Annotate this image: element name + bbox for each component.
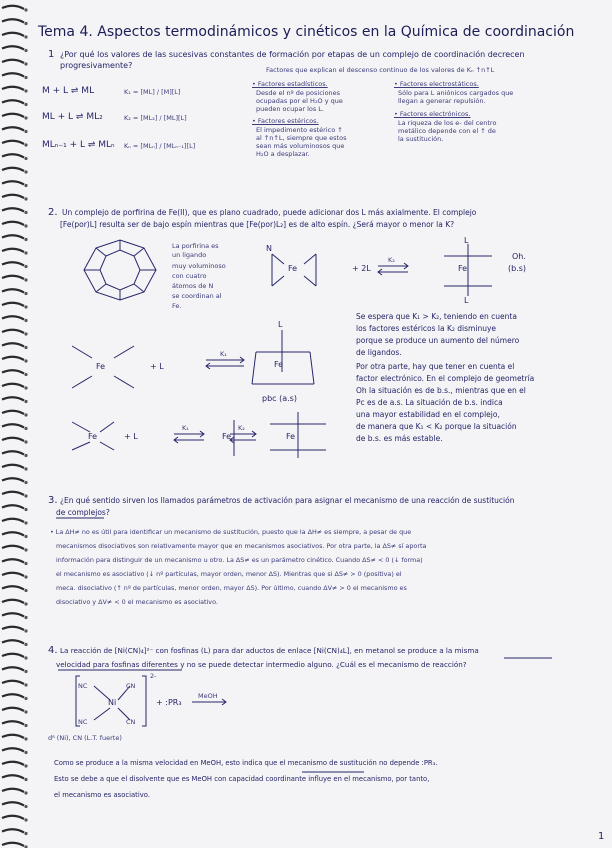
binding-ring xyxy=(2,640,24,643)
binding-hole xyxy=(24,35,27,38)
binding-ring xyxy=(2,802,24,805)
q2-number: 2. xyxy=(48,207,58,218)
q2-fe-label-4: Fe xyxy=(274,360,284,369)
binding-hole xyxy=(24,454,27,457)
binding-ring xyxy=(2,370,24,373)
binding-hole xyxy=(24,386,27,389)
binding-ring xyxy=(2,667,24,670)
q1-electrostatic-desc-2: llegan a generar repulsión. xyxy=(398,97,486,105)
q1-statistical-desc-3: pueden ocupar los L. xyxy=(256,105,324,113)
binding-ring xyxy=(2,532,24,535)
binding-ring xyxy=(2,249,24,252)
binding-ring xyxy=(2,384,24,387)
binding-ring xyxy=(2,357,24,360)
binding-ring xyxy=(2,303,24,306)
binding-hole xyxy=(24,791,27,794)
binding-hole xyxy=(24,616,27,619)
q2-plus-l-1: + L xyxy=(150,362,164,371)
q3-answer-line-1: • La ΔH≠ no es útil para identificar un mecanismo de sustitución, puesto que la ΔH≠ es siempre, a pesar de que xyxy=(50,528,412,536)
q2-porphyrin-note-4: con cuatro xyxy=(172,272,207,280)
binding-ring xyxy=(2,397,24,400)
binding-hole xyxy=(24,521,27,524)
q4-question-line2: velocidad para fosfinas diferentes y no se puede detectar intermedio alguno. ¿Cuál es el mecanismo de reacción? xyxy=(56,660,467,669)
binding-ring xyxy=(2,33,24,36)
binding-ring xyxy=(2,465,24,468)
q1-statistical-desc-2: ocupadas por el H₂O y que xyxy=(256,97,343,105)
binding-hole xyxy=(24,656,27,659)
q2-answer-line-11: de b.s. es más estable. xyxy=(356,434,443,443)
q2-answer-line-3: porque se produce un aumento del número xyxy=(356,336,520,345)
binding-ring xyxy=(2,492,24,495)
binding-ring xyxy=(2,424,24,427)
q2-answer-line-9: una mayor estabilidad en el complejo, xyxy=(356,410,500,419)
q4-d8-note: d⁸ (Ni), CN (L.T. fuerte) xyxy=(48,734,122,742)
binding-ring xyxy=(2,775,24,778)
binding-hole xyxy=(24,467,27,470)
binding-ring xyxy=(2,181,24,184)
binding-hole xyxy=(24,224,27,227)
binding-ring xyxy=(2,222,24,225)
binding-ring xyxy=(2,694,24,697)
binding-hole xyxy=(24,373,27,376)
binding-hole xyxy=(24,818,27,821)
binding-ring xyxy=(2,127,24,130)
q1-factor-electrostatic: • Factores electrostáticos. xyxy=(394,80,479,88)
binding-ring xyxy=(2,654,24,657)
binding-ring xyxy=(2,141,24,144)
q2-bs-label: (b.s) xyxy=(508,264,527,273)
binding-ring xyxy=(2,721,24,724)
binding-hole xyxy=(24,319,27,322)
binding-hole xyxy=(24,22,27,25)
binding-hole xyxy=(24,548,27,551)
binding-hole xyxy=(24,211,27,214)
binding-hole xyxy=(24,737,27,740)
q3-answer-line-4: el mecanismo es asociativo (↓ nº partículas, mayor orden, menor ΔS). Mientras que si ΔS≠ > 0 (positiva) el xyxy=(56,570,402,578)
binding-ring xyxy=(2,60,24,63)
q2-porphyrin-note-3: muy voluminoso xyxy=(172,262,226,270)
q1-k2-expression: K₂ = [ML₂] / [ML][L] xyxy=(124,114,187,122)
binding-hole xyxy=(24,103,27,106)
binding-hole xyxy=(24,413,27,416)
q1-steric-desc-4: H₂O a desplazar. xyxy=(256,150,310,158)
binding-hole xyxy=(24,683,27,686)
q1-number: 1 xyxy=(48,49,55,60)
binding-ring xyxy=(2,519,24,522)
binding-ring xyxy=(2,154,24,157)
q2-k1-arrow-label: K₁ xyxy=(220,350,227,358)
binding-hole xyxy=(24,49,27,52)
binding-hole xyxy=(24,130,27,133)
binding-hole xyxy=(24,602,27,605)
q3-answer-line-2: mecanismos disociativos son relativamente mayor que en mecanismos asociativos. Por otra parte, la ΔS≠ sí aporta xyxy=(56,542,427,550)
binding-ring xyxy=(2,613,24,616)
q2-fe-label-6: Fe xyxy=(222,432,232,441)
binding-hole xyxy=(24,305,27,308)
binding-ring xyxy=(2,546,24,549)
q2-porphyrin-note-5: átomos de N xyxy=(172,282,214,290)
binding-ring xyxy=(2,87,24,90)
q4-cn-label-2: CN xyxy=(126,718,136,726)
q2-pbc-label: pbc (a.s) xyxy=(262,394,297,403)
q3-number: 3. xyxy=(48,495,58,506)
binding-ring xyxy=(2,330,24,333)
q4-nc-label-2: NC xyxy=(78,718,88,726)
q1-factor-electronic: • Factores electrónicos. xyxy=(394,110,471,118)
q4-reagent: + :PR₃ xyxy=(156,698,182,707)
binding-hole xyxy=(24,535,27,538)
q4-answer-line-1: Como se produce a la misma velocidad en MeOH, esto indica que el mecanismo de sustitución no depende :PR₃. xyxy=(54,759,438,767)
binding-hole xyxy=(24,562,27,565)
q2-porphyrin-note-2: un ligando xyxy=(172,251,207,259)
binding-hole xyxy=(24,751,27,754)
q2-porphyrin-note-1: La porfirina es xyxy=(172,242,219,250)
q4-cn-label-1: CN xyxy=(126,682,136,690)
q1-equation-2: ML + L ⇌ ML₂ xyxy=(42,112,103,122)
q4-answer-line-3: el mecanismo es asociativo. xyxy=(54,791,150,799)
binding-ring xyxy=(2,289,24,292)
binding-hole xyxy=(24,778,27,781)
binding-ring xyxy=(2,451,24,454)
binding-hole xyxy=(24,440,27,443)
q2-l-label-bottom: L xyxy=(464,296,469,305)
binding-hole xyxy=(24,805,27,808)
binding-ring xyxy=(2,735,24,738)
binding-ring xyxy=(2,100,24,103)
binding-hole xyxy=(24,76,27,79)
binding-ring xyxy=(2,829,24,832)
q2-k2-arrow-label: K₂ xyxy=(388,256,395,264)
binding-hole xyxy=(24,400,27,403)
q2-plus-l-2: + L xyxy=(124,432,138,441)
q2-porphyrin-note-7: Fe. xyxy=(172,302,182,310)
q4-nc-label-1: NC xyxy=(78,682,88,690)
binding-hole xyxy=(24,116,27,119)
q1-electronic-desc-2: metálico depende con el ↑ de xyxy=(398,127,496,135)
binding-hole xyxy=(24,197,27,200)
q2-answer-line-7: Oh la situación es de b.s., mientras que en el xyxy=(356,386,526,395)
q2-k1-arrow-label-2: K₁ xyxy=(182,424,189,432)
notebook-page xyxy=(34,0,608,848)
q1-factors-intro: Factores que explican el descenso continuo de los valores de Kₙ ↑n↑L xyxy=(266,66,495,74)
q1-k1-expression: K₁ = [ML] / [M][L] xyxy=(124,88,181,96)
binding-ring xyxy=(2,343,24,346)
binding-ring xyxy=(2,276,24,279)
binding-ring xyxy=(2,600,24,603)
binding-ring xyxy=(2,708,24,711)
q3-answer-line-3: información para distinguir de un mecanismo u otro. La ΔS≠ es un parámetro cinético. Cuando ΔS≠ < 0 (↓ forma) xyxy=(56,556,423,564)
binding-ring xyxy=(2,438,24,441)
binding-hole xyxy=(24,832,27,835)
q2-fe-label-2: Fe xyxy=(458,264,468,273)
binding-hole xyxy=(24,8,27,11)
q4-number: 4. xyxy=(48,645,58,656)
q2-answer-line-6: factor electrónico. En el complejo de geometría xyxy=(356,374,535,383)
q2-l-label-top: L xyxy=(464,236,469,245)
q2-answer-line-2: los factores estéricos la K₂ disminuye xyxy=(356,324,496,333)
q1-factor-steric: • Factores estéricos. xyxy=(252,117,319,125)
q2-answer-line-4: de ligandos. xyxy=(356,348,402,357)
q2-l-label-2: L xyxy=(278,320,283,329)
binding-ring xyxy=(2,505,24,508)
q2-fe-label-5: Fe xyxy=(88,432,98,441)
binding-hole xyxy=(24,629,27,632)
q2-plus-2l: + 2L xyxy=(352,264,371,273)
q2-answer-line-8: Pc es de a.s. La situación de b.s. indica xyxy=(356,398,503,407)
binding-hole xyxy=(24,157,27,160)
q4-solvent: MeOH xyxy=(198,692,218,700)
binding-hole xyxy=(24,575,27,578)
spiral-binding xyxy=(0,0,30,848)
binding-ring xyxy=(2,681,24,684)
q1-electrostatic-desc-1: Sólo para L aniónicos cargados que xyxy=(398,89,514,97)
q2-n-label: N xyxy=(266,244,272,253)
binding-hole xyxy=(24,589,27,592)
binding-ring xyxy=(2,73,24,76)
binding-hole xyxy=(24,238,27,241)
binding-ring xyxy=(2,843,24,846)
binding-hole xyxy=(24,292,27,295)
q1-equation-3: MLₙ₋₁ + L ⇌ MLₙ xyxy=(42,140,115,150)
binding-ring xyxy=(2,235,24,238)
binding-hole xyxy=(24,724,27,727)
q2-k2-arrow-label-2: K₂ xyxy=(238,424,245,432)
binding-hole xyxy=(24,143,27,146)
q2-answer-line-10: de manera que K₁ < K₂ porque la situación xyxy=(356,422,517,431)
binding-ring xyxy=(2,46,24,49)
binding-ring xyxy=(2,748,24,751)
binding-ring xyxy=(2,816,24,819)
q2-porphyrin-note-6: se coordinan al xyxy=(172,292,222,300)
q1-question-line2: progresivamente? xyxy=(60,61,133,70)
q2-answer-line-5: Por otra parte, hay que tener en cuenta el xyxy=(356,362,515,371)
q1-electronic-desc-1: La riqueza de los e- del centro xyxy=(398,119,497,127)
binding-hole xyxy=(24,89,27,92)
q2-oh-label: Oh. xyxy=(512,252,526,261)
binding-hole xyxy=(24,346,27,349)
q1-steric-desc-2: al ↑n↑L, siempre que estos xyxy=(256,134,347,142)
page-title: Tema 4. Aspectos termodinámicos y cinéticos en la Química de coordinación xyxy=(38,24,575,40)
binding-ring xyxy=(2,316,24,319)
binding-ring xyxy=(2,573,24,576)
q2-fe-label-3: Fe xyxy=(96,362,106,371)
binding-hole xyxy=(24,481,27,484)
binding-ring xyxy=(2,114,24,117)
binding-ring xyxy=(2,762,24,765)
q3-answer-line-6: disociativo y ΔV≠ < 0 el mecanismo es asociativo. xyxy=(56,598,218,606)
q2-question-line1: Un complejo de porfirina de Fe(II), que es plano cuadrado, puede adicionar dos L más axialmente. El complejo xyxy=(62,208,477,217)
q1-equation-1: M + L ⇌ ML xyxy=(42,86,95,96)
binding-ring xyxy=(2,586,24,589)
binding-hole xyxy=(24,643,27,646)
binding-ring xyxy=(2,19,24,22)
q1-electronic-desc-3: la sustitución. xyxy=(398,135,444,143)
q2-fe-label-1: Fe xyxy=(288,264,298,273)
page-number: 1 xyxy=(598,831,605,842)
q1-steric-desc-1: El impedimento estérico ↑ xyxy=(256,126,343,134)
q1-steric-desc-3: sean más voluminosos que xyxy=(256,142,345,150)
binding-hole xyxy=(24,184,27,187)
q4-question-line1: La reacción de [Ni(CN)₄]²⁻ con fosfinas (L) para dar aductos de enlace [Ni(CN)₄L], en metanol se produce a la misma xyxy=(60,646,479,655)
q2-answer-line-1: Se espera que K₁ > K₂, teniendo en cuenta xyxy=(356,312,517,321)
q1-factor-statistical: • Factores estadísticos. xyxy=(252,80,328,88)
q3-question-line1: ¿En qué sentido sirven los llamados parámetros de activación para asignar el mecanismo de una reacción de sustitución xyxy=(60,496,515,505)
binding-ring xyxy=(2,789,24,792)
q2-fe-label-7: Fe xyxy=(286,432,296,441)
binding-hole xyxy=(24,427,27,430)
binding-ring xyxy=(2,478,24,481)
q2-question-line2: [Fe(por)L] resulta ser de bajo espín mientras que [Fe(por)L₂] es de alto espín. ¿Será mayor o menor la K? xyxy=(60,220,455,229)
binding-hole xyxy=(24,764,27,767)
binding-hole xyxy=(24,508,27,511)
q3-question-line2: de complejos? xyxy=(56,508,110,517)
binding-hole xyxy=(24,251,27,254)
binding-ring xyxy=(2,559,24,562)
binding-hole xyxy=(24,697,27,700)
q1-statistical-desc-1: Desde el nº de posiciones xyxy=(256,89,341,97)
binding-ring xyxy=(2,627,24,630)
binding-hole xyxy=(24,332,27,335)
binding-hole xyxy=(24,670,27,673)
binding-hole xyxy=(24,265,27,268)
q1-question-line1: ¿Por qué los valores de las sucesivas constantes de formación por etapas de un complejo de coordinación decrecen xyxy=(60,50,525,59)
binding-ring xyxy=(2,208,24,211)
q3-answer-line-5: meca. disociativo (↑ nº de partículas, menor orden, mayor ΔS). Por último, cuando ΔV≠ > 0 el mecanismo es xyxy=(56,584,407,592)
q4-ni-label: Ni xyxy=(108,698,117,707)
binding-ring xyxy=(2,168,24,171)
binding-hole xyxy=(24,494,27,497)
binding-ring xyxy=(2,195,24,198)
binding-hole xyxy=(24,62,27,65)
binding-ring xyxy=(2,262,24,265)
q4-answer-line-2: Esto se debe a que el disolvente que es MeOH con capacidad coordinante influye en el mecanismo, por tanto, xyxy=(54,775,430,783)
binding-hole xyxy=(24,278,27,281)
binding-ring xyxy=(2,411,24,414)
q1-kn-expression: Kₙ = [MLₙ] / [MLₙ₋₁][L] xyxy=(124,142,196,150)
binding-hole xyxy=(24,359,27,362)
binding-hole xyxy=(24,710,27,713)
binding-hole xyxy=(24,170,27,173)
q4-complex-charge: 2- xyxy=(150,672,157,680)
binding-ring xyxy=(2,6,24,9)
